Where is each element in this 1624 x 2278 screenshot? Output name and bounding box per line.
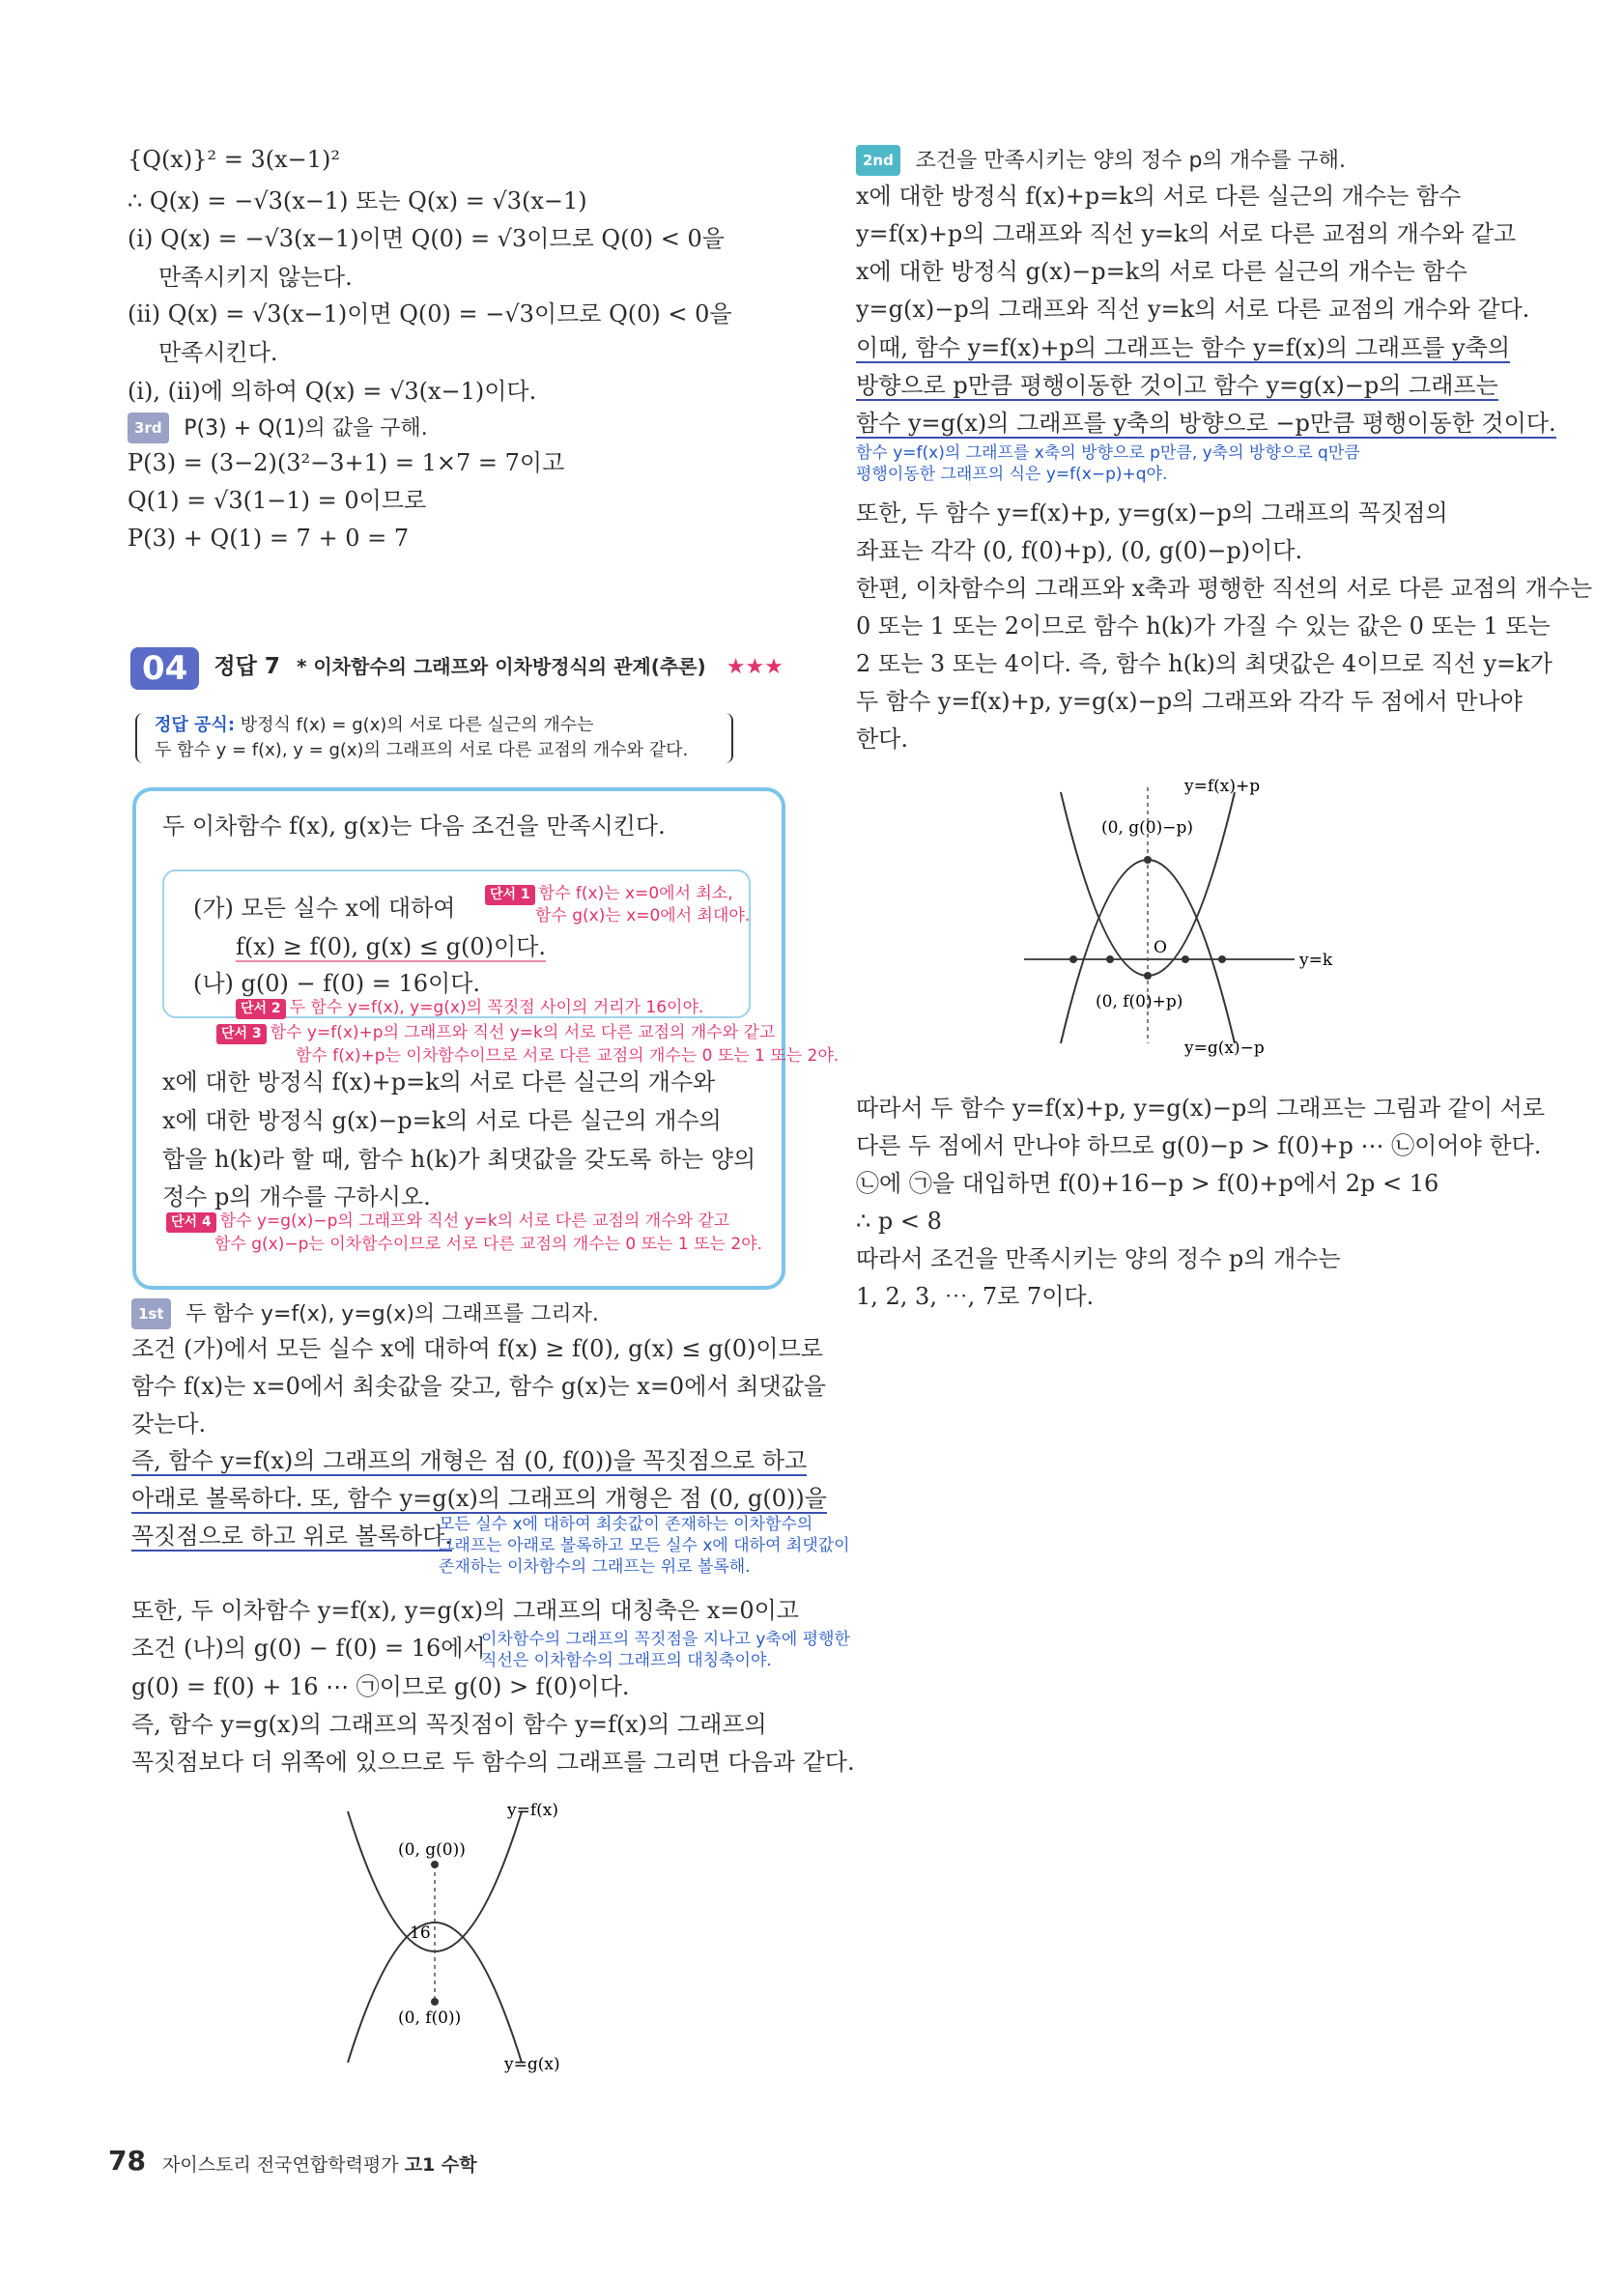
step2-title: 조건을 만족시키는 양의 정수 p의 개수를 구해. <box>915 149 1346 173</box>
step1-heading <box>131 1298 599 1329</box>
label-f: y=f(x) <box>507 1801 558 1820</box>
step3-title: P(3) + Q(1)의 값을 구해. <box>184 416 428 441</box>
problem-intro: 두 이차함수 f(x), g(x)는 다음 조건을 만족시킨다. <box>162 812 666 840</box>
text-line: 즉, 함수 y=g(x)의 그래프의 꼭짓점이 함수 y=f(x)의 그래프의 <box>131 1711 767 1738</box>
step3-heading <box>128 413 428 443</box>
text-line: (i) Q(x) = −√3(x−1)이면 Q(0) = √3이므로 Q(0) < 0을 <box>128 225 725 252</box>
graph-1 <box>328 1797 609 2077</box>
step2-tag: 2nd <box>856 145 900 176</box>
text-line <box>131 1446 807 1475</box>
question-line: x에 대한 방정식 f(x)+p=k의 서로 다른 실근의 개수와 <box>162 1068 716 1096</box>
grade: 고1 수학 <box>404 2154 477 2176</box>
condition-ga-1: (가) 모든 실수 x에 대하여 <box>193 895 456 922</box>
step3-tag: 3rd <box>128 413 169 443</box>
step2-heading <box>856 145 1346 176</box>
side-note: 그래프는 아래로 볼록하고 모든 실수 x에 대하여 최댓값이 <box>439 1536 850 1555</box>
side-note: 이차함수의 그래프의 꼭짓점을 지나고 y축에 평행한 <box>481 1630 850 1649</box>
text-line: 조건 (나)의 g(0) − f(0) = 16에서 <box>131 1635 486 1662</box>
label-f-plus-p: y=f(x)+p <box>1184 777 1261 796</box>
label-vertex-f: (0, f(0)) <box>398 2008 462 2028</box>
formula-text1: 방정식 f(x) = g(x)의 서로 다른 실근의 개수는 <box>240 715 594 735</box>
hint1-line2: 함수 g(x)는 x=0에서 최대야. <box>535 906 751 925</box>
underlined-text: 꼭짓점으로 하고 위로 볼록하다. <box>131 1523 452 1550</box>
hint1-tag: 단서 1 <box>485 885 535 905</box>
text-line: 한다. <box>856 726 908 753</box>
text-line: 만족시킨다. <box>158 339 278 366</box>
step1-title: 두 함수 y=f(x), y=g(x)의 그래프를 그리자. <box>185 1302 599 1326</box>
text-line: P(3) = (3−2)(3²−3+1) = 1×7 = 7이고 <box>128 449 565 476</box>
side-note: 존재하는 이차함수의 그래프는 위로 볼록해. <box>439 1557 751 1577</box>
text-line: 또한, 두 이차함수 y=f(x), y=g(x)의 그래프의 대칭축은 x=0이고 <box>131 1597 799 1624</box>
hint1 <box>485 884 733 905</box>
formula-line1 <box>155 713 594 738</box>
text-line: (i), (ii)에 의하여 Q(x) = √3(x−1)이다. <box>128 378 537 405</box>
intersection-point <box>1218 955 1226 963</box>
side-note: 직선은 이차함수의 그래프의 대칭축이야. <box>481 1651 772 1670</box>
text-line: 따라서 두 함수 y=f(x)+p, y=g(x)−p의 그래프는 그림과 같이 서로 <box>856 1095 1546 1122</box>
text-line: {Q(x)}² = 3(x−1)² <box>128 146 340 173</box>
text-line: 한편, 이차함수의 그래프와 x축과 평행한 직선의 서로 다른 교점의 개수는 <box>856 575 1593 602</box>
text-line <box>856 333 1510 362</box>
text-line: 갖는다. <box>131 1410 207 1438</box>
text-line: 다른 두 점에서 만나야 하므로 g(0)−p > f(0)+p ⋯ ㉡이어야 한다. <box>856 1132 1542 1159</box>
question-line: 합을 h(k)라 할 때, 함수 h(k)가 최댓값을 갖도록 하는 양의 <box>162 1146 756 1173</box>
vertex-f-plus-p <box>1144 972 1152 980</box>
text-line: 따라서 조건을 만족시키는 양의 정수 p의 개수는 <box>856 1245 1341 1272</box>
formula-line2: 두 함수 y = f(x), y = g(x)의 그래프의 서로 다른 교점의 개수와 같다. <box>155 740 689 760</box>
step1-tag: 1st <box>131 1298 171 1329</box>
text-line: P(3) + Q(1) = 7 + 0 = 7 <box>128 525 410 552</box>
vertex-f <box>431 1998 439 2006</box>
hint1-line1: 함수 f(x)는 x=0에서 최소, <box>538 884 733 903</box>
text-line: Q(1) = √3(1−1) = 0이므로 <box>128 487 427 514</box>
underlined-text: 즉, 함수 y=f(x)의 그래프의 개형은 점 (0, f(0))을 꼭짓점으로 하고 <box>131 1447 808 1474</box>
text-line <box>856 371 1498 400</box>
text-line: x에 대한 방정식 f(x)+p=k의 서로 다른 실근의 개수는 함수 <box>856 183 1462 210</box>
text-line <box>856 409 1556 438</box>
text-line: y=g(x)−p의 그래프와 직선 y=k의 서로 다른 교점의 개수와 같다. <box>856 296 1530 323</box>
text-line <box>131 1484 827 1513</box>
label-y-k: y=k <box>1299 951 1333 970</box>
condition-ga-2-text: f(x) ≥ f(0), g(x) ≤ g(0)이다. <box>236 933 546 960</box>
problem-answer: 정답 7 <box>214 654 280 679</box>
formula-label: 정답 공식: <box>155 715 236 735</box>
difficulty-stars: ★★★ <box>726 655 784 679</box>
text-line: 0 또는 1 또는 2이므로 함수 h(k)가 가질 수 있는 값은 0 또는 1 또는 <box>856 612 1551 640</box>
text-line: (ii) Q(x) = √3(x−1)이면 Q(0) = −√3이므로 Q(0) < 0을 <box>128 300 732 327</box>
underlined-text: 방향으로 p만큼 평행이동한 것이고 함수 y=g(x)−p의 그래프는 <box>856 372 1498 399</box>
text-line <box>131 1522 452 1551</box>
text-line: ∴ Q(x) = −√3(x−1) 또는 Q(x) = √3(x−1) <box>128 187 587 214</box>
underlined-text: 아래로 볼록하다. 또, 함수 y=g(x)의 그래프의 개형은 점 (0, g(0))을 <box>131 1485 827 1512</box>
hint3-tag: 단서 3 <box>216 1024 267 1044</box>
problem-topic: * 이차함수의 그래프와 이차방정식의 관계(추론) <box>296 655 706 678</box>
label-gap: 16 <box>410 1923 431 1943</box>
question-line: x에 대한 방정식 g(x)−p=k의 서로 다른 실근의 개수의 <box>162 1107 722 1134</box>
condition-na: (나) g(0) − f(0) = 16이다. <box>193 970 481 997</box>
problem-header <box>130 647 784 690</box>
side-note: 함수 y=f(x)의 그래프를 x축의 방향으로 p만큼, y축의 방향으로 q만큼 <box>856 443 1360 463</box>
page-number: 78 <box>108 2145 146 2177</box>
underlined-text: 함수 y=g(x)의 그래프를 y축의 방향으로 −p만큼 평행이동한 것이다. <box>856 410 1556 437</box>
hint3 <box>216 1023 775 1044</box>
text-line: 또한, 두 함수 y=f(x)+p, y=g(x)−p의 그래프의 꼭짓점의 <box>856 499 1448 527</box>
label-g: y=g(x) <box>504 2055 560 2074</box>
hint2 <box>236 998 703 1019</box>
label-origin: O <box>1154 938 1167 957</box>
hint2-tag: 단서 2 <box>236 999 286 1019</box>
text-line: 1, 2, 3, ⋯, 7로 7이다. <box>856 1283 1095 1310</box>
hint3-line2: 함수 f(x)+p는 이차함수이므로 서로 다른 교점의 개수는 0 또는 1 또는 2야. <box>296 1046 840 1066</box>
hint3-line1: 함수 y=f(x)+p의 그래프와 직선 y=k의 서로 다른 교점의 개수와 같고 <box>270 1023 776 1042</box>
intersection-point <box>1069 955 1077 963</box>
underlined-text: 이때, 함수 y=f(x)+p의 그래프는 함수 y=f(x)의 그래프를 y축의 <box>856 334 1510 361</box>
vertex-g <box>431 1861 439 1868</box>
text-line: 2 또는 3 또는 4이다. 즉, 함수 h(k)의 최댓값은 4이므로 직선 y=k가 <box>856 650 1553 677</box>
label-vertex-top: (0, g(0)−p) <box>1101 818 1193 838</box>
hint4-tag: 단서 4 <box>166 1212 216 1233</box>
intersection-point <box>1182 955 1189 963</box>
text-line: 함수 f(x)는 x=0에서 최솟값을 갖고, 함수 g(x)는 x=0에서 최댓값을 <box>131 1373 826 1400</box>
hint4 <box>166 1211 729 1233</box>
problem-number: 04 <box>130 647 199 690</box>
label-vertex-bottom: (0, f(0)+p) <box>1096 992 1183 1011</box>
text-line: 두 함수 y=f(x)+p, y=g(x)−p의 그래프와 각각 두 점에서 만나야 <box>856 688 1523 715</box>
side-note: 모든 실수 x에 대하여 최솟값이 존재하는 이차함수의 <box>439 1515 813 1534</box>
hint4-line2: 함수 g(x)−p는 이차함수이므로 서로 다른 교점의 개수는 0 또는 1 또는 2야. <box>214 1235 762 1254</box>
condition-ga-2 <box>236 932 546 961</box>
hint2-text: 두 함수 y=f(x), y=g(x)의 꼭짓점 사이의 거리가 16이야. <box>289 998 704 1017</box>
text-line: x에 대한 방정식 g(x)−p=k의 서로 다른 실근의 개수는 함수 <box>856 258 1467 285</box>
hint4-line1: 함수 y=g(x)−p의 그래프와 직선 y=k의 서로 다른 교점의 개수와 같고 <box>219 1211 730 1231</box>
side-note: 평행이동한 그래프의 식은 y=f(x−p)+q야. <box>856 465 1168 484</box>
footer-text <box>162 2150 477 2179</box>
text-line: ∴ p < 8 <box>856 1208 942 1235</box>
question-line: 정수 p의 개수를 구하시오. <box>162 1183 431 1210</box>
intersection-point <box>1106 955 1114 963</box>
text-line: y=f(x)+p의 그래프와 직선 y=k의 서로 다른 교점의 개수와 같고 <box>856 220 1517 247</box>
text-line: ㉡에 ㉠을 대입하면 f(0)+16−p > f(0)+p에서 2p < 16 <box>856 1170 1439 1197</box>
text-line: 만족시키지 않는다. <box>158 264 353 291</box>
text-line: 꼭짓점보다 더 위쪽에 있으므로 두 함수의 그래프를 그리면 다음과 같다. <box>131 1749 855 1776</box>
graph-2 <box>1014 768 1391 1068</box>
book-title: 자이스토리 전국연합학력평가 <box>162 2154 399 2176</box>
vertex-g-minus-p <box>1144 856 1152 864</box>
label-g-minus-p: y=g(x)−p <box>1184 1039 1265 1058</box>
text-line: 좌표는 각각 (0, f(0)+p), (0, g(0)−p)이다. <box>856 537 1303 564</box>
text-line: g(0) = f(0) + 16 ⋯ ㉠이므로 g(0) > f(0)이다. <box>131 1673 630 1700</box>
label-vertex-g: (0, g(0)) <box>398 1840 466 1860</box>
text-line: 조건 (가)에서 모든 실수 x에 대하여 f(x) ≥ f(0), g(x) ≤ g(0)이므로 <box>131 1335 823 1362</box>
